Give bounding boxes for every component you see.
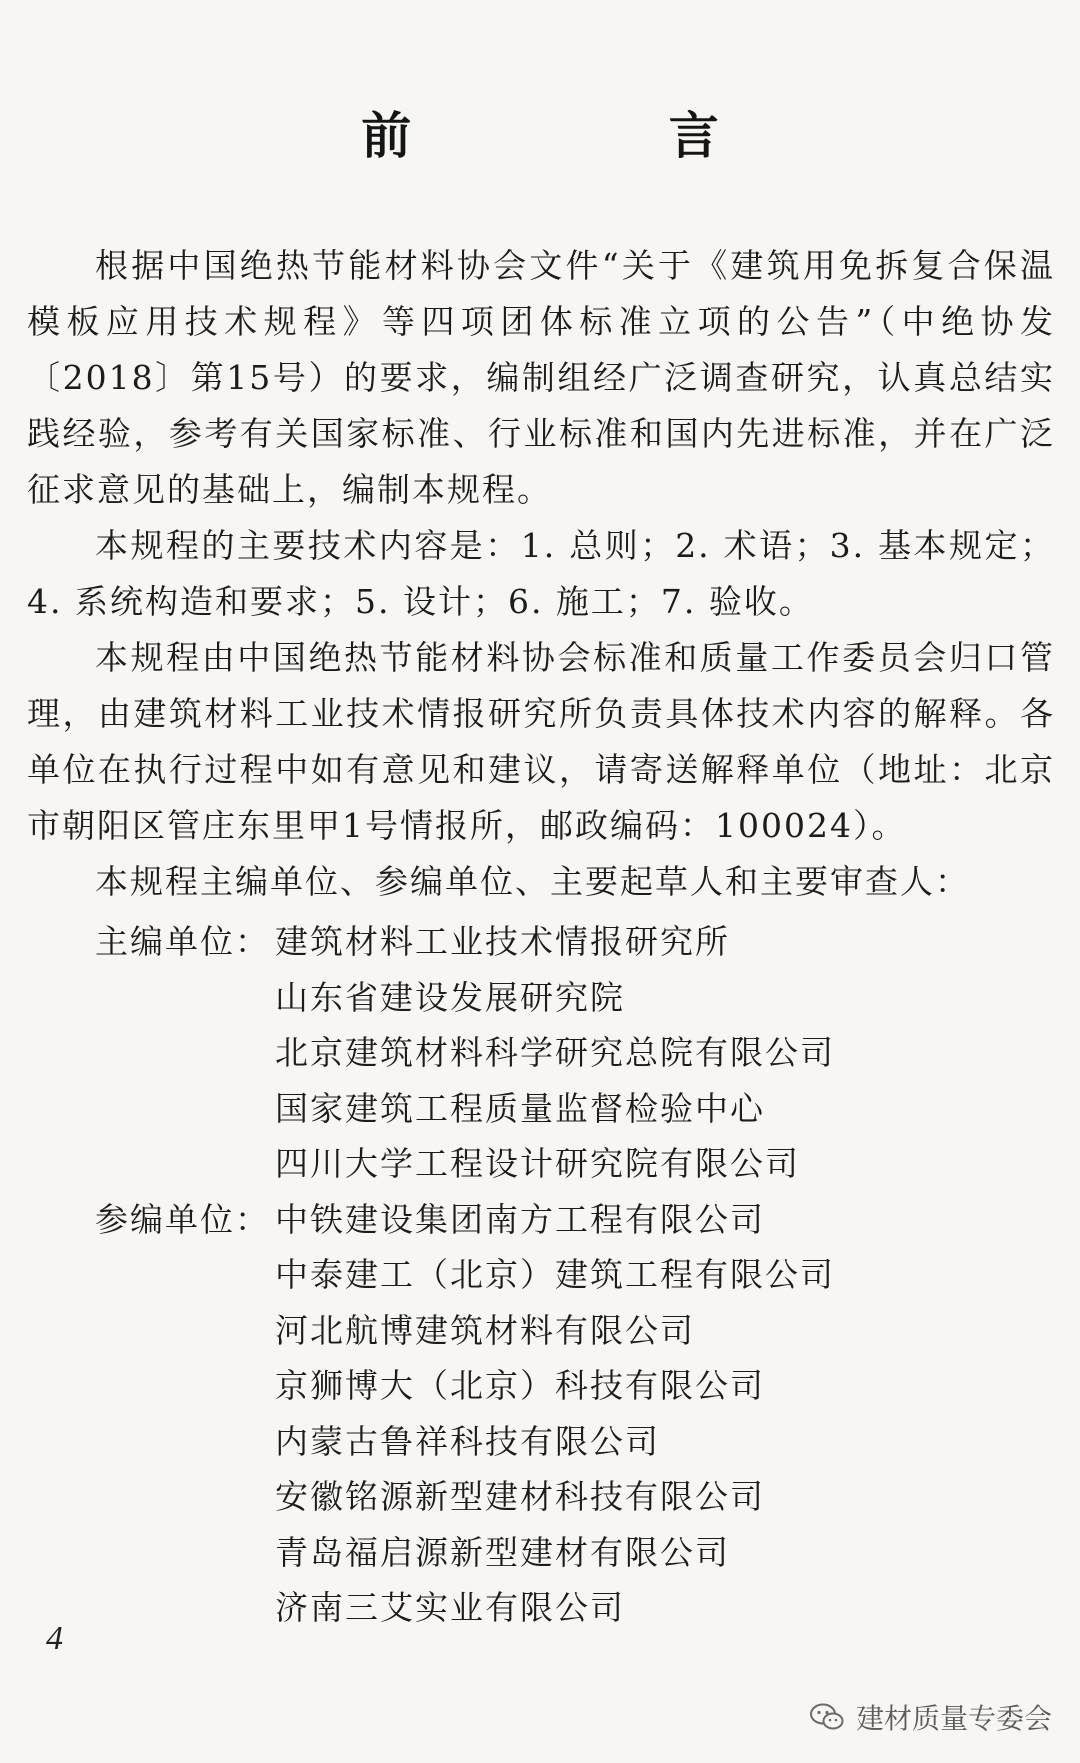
list-item: 中铁建设集团南方工程有限公司 (275, 1199, 765, 1239)
list-item: 京狮博大（北京）科技有限公司 (275, 1366, 765, 1405)
list-item: 中泰建工（北京）建筑工程有限公司 (275, 1255, 835, 1294)
wechat-icon (810, 1703, 844, 1731)
chief-editor-label: 主编单位： (95, 922, 270, 961)
preface-body (27, 238, 1055, 910)
participating-list (275, 1192, 835, 1636)
list-item: 青岛福启源新型建材有限公司 (275, 1532, 730, 1572)
paragraph-management: 本规程由中国绝热节能材料协会标准和质量工作委员会归口管理，由建筑材料工业技术情报研究所负责具体技术内容的解释。各单位在执行过程中如有意见和建议，请寄送解释单位（地址：北京市朝阳区管庄东里甲1号情报所，邮政编码：100024）。 (27, 638, 1055, 845)
list-item: 安徽铭源新型建材科技有限公司 (275, 1477, 765, 1516)
page-title: 前 言 (361, 107, 839, 165)
watermark-text: 建材质量专委会 (855, 1702, 1052, 1735)
page-number: 4 (46, 1620, 63, 1657)
list-item: 内蒙古鲁祥科技有限公司 (275, 1421, 660, 1461)
units-section (95, 914, 835, 1636)
list-item: 河北航博建筑材料有限公司 (275, 1310, 695, 1350)
list-item: 山东省建设发展研究院 (275, 977, 625, 1017)
list-item: 国家建筑工程质量监督检验中心 (275, 1088, 765, 1128)
chief-editor-group (95, 914, 835, 1192)
paragraph-units-intro: 本规程主编单位、参编单位、主要起草人和主要审查人： (95, 862, 970, 901)
paragraph-basis: 根据中国绝热节能材料协会文件“关于《建筑用免拆复合保温模板应用技术规程》等四项团体标准立项的公告”（中绝协发〔2018〕第15号）的要求，编制组经广泛调查研究，认真总结实践经验，参考有关国家标准、行业标准和国内先进标准，并在广泛征求意见的基础上，编制本规程。 (27, 246, 1055, 509)
participating-label: 参编单位： (95, 1199, 270, 1239)
paragraph-contents: 本规程的主要技术内容是：1. 总则；2. 术语；3. 基本规定；4. 系统构造和要求；5. 设计；6. 施工；7. 验收。 (27, 526, 1055, 621)
list-item: 四川大学工程设计研究院有限公司 (275, 1144, 800, 1183)
chief-editor-list (275, 914, 835, 1192)
watermark (810, 1697, 1052, 1737)
participating-group (95, 1192, 835, 1636)
list-item: 北京建筑材料科学研究总院有限公司 (275, 1033, 835, 1072)
list-item: 建筑材料工业技术情报研究所 (275, 922, 730, 961)
list-item: 济南三艾实业有限公司 (275, 1588, 625, 1627)
